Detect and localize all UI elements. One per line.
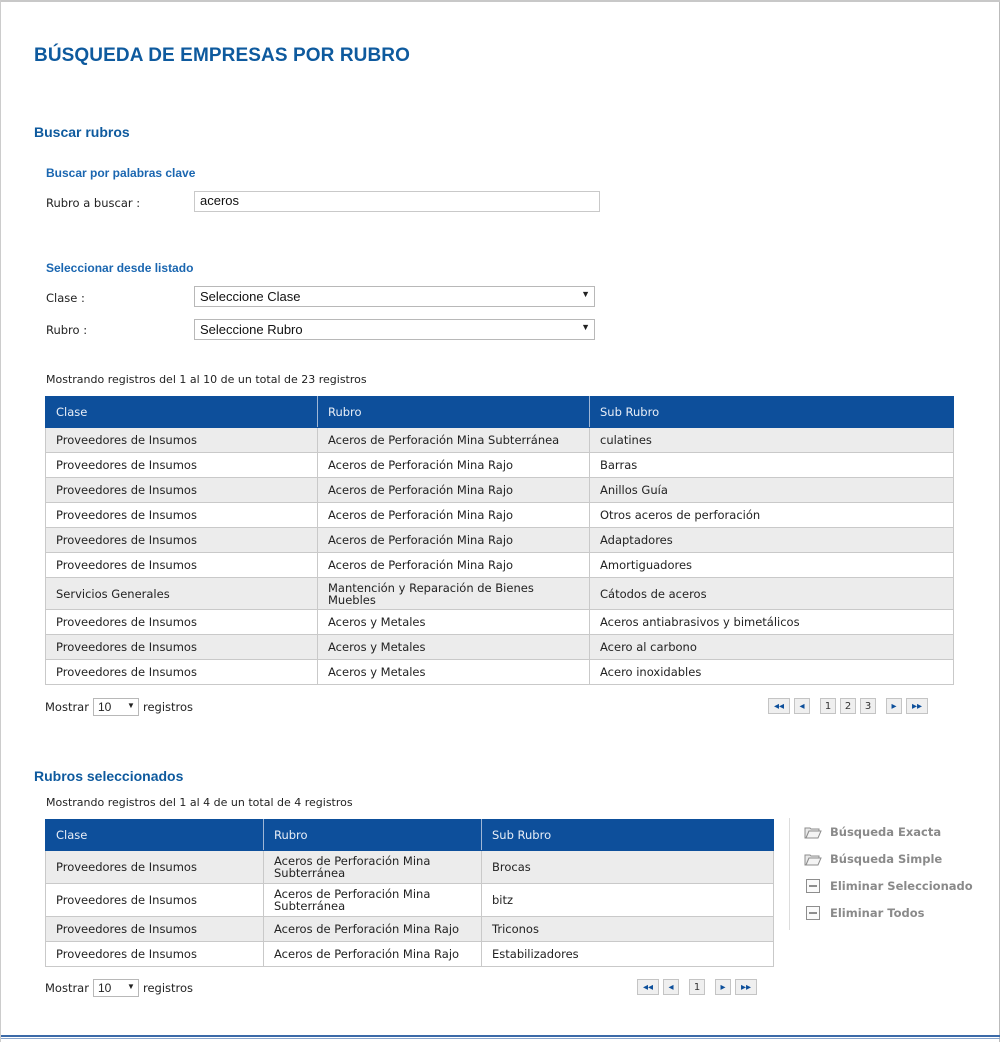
cell-rubro: Aceros y Metales	[318, 610, 590, 635]
simple-search-label: Búsqueda Simple	[830, 851, 943, 866]
page-size-value: 10	[97, 981, 112, 995]
table-row[interactable]	[46, 528, 954, 553]
cell-subrubro: Brocas	[482, 851, 774, 884]
chevron-down-icon: ▼	[127, 982, 135, 991]
chevron-down-icon: ▼	[581, 289, 590, 299]
column-header-rubro[interactable]: Rubro	[264, 820, 482, 851]
selected-info: Mostrando registros del 1 al 4 de un total de 4 registros	[46, 796, 353, 809]
search-section-heading: Buscar rubros	[34, 124, 130, 140]
cell-rubro: Aceros de Perforación Mina Rajo	[318, 528, 590, 553]
table-row[interactable]	[46, 635, 954, 660]
cell-clase: Proveedores de Insumos	[46, 942, 264, 967]
table-row[interactable]	[46, 917, 774, 942]
table-row[interactable]	[46, 851, 774, 884]
remove-all-label: Eliminar Todos	[830, 905, 925, 920]
cell-subrubro: Barras	[590, 453, 954, 478]
cell-subrubro: Otros aceros de perforación	[590, 503, 954, 528]
table-row[interactable]	[46, 884, 774, 917]
cell-rubro: Aceros de Perforación Mina Subterránea	[264, 851, 482, 884]
prev-page-icon: ◂	[799, 700, 805, 712]
rubro-select[interactable]	[194, 319, 595, 340]
last-page-button[interactable]	[735, 979, 757, 995]
cell-subrubro: Cátodos de aceros	[590, 578, 954, 610]
top-divider	[1, 0, 1000, 2]
rubro-select-value: Seleccione Rubro	[200, 322, 303, 337]
cell-subrubro: Aceros antiabrasivos y bimetálicos	[590, 610, 954, 635]
selected-pagination	[637, 979, 757, 995]
cell-rubro: Aceros y Metales	[318, 660, 590, 685]
page-1-button[interactable]: 1	[820, 698, 836, 714]
results-page-size	[45, 698, 193, 716]
cell-subrubro: Anillos Guía	[590, 478, 954, 503]
cell-subrubro: Triconos	[482, 917, 774, 942]
results-info: Mostrando registros del 1 al 10 de un total de 23 registros	[46, 373, 367, 386]
last-page-button[interactable]	[906, 698, 928, 714]
exact-search-button[interactable]	[790, 818, 990, 845]
selection-actions	[789, 818, 990, 930]
table-row[interactable]	[46, 578, 954, 610]
show-suffix: registros	[142, 700, 194, 714]
cell-rubro: Aceros de Perforación Mina Rajo	[264, 942, 482, 967]
page-size-select[interactable]	[93, 698, 139, 716]
clase-select-value: Seleccione Clase	[200, 289, 301, 304]
cell-clase: Proveedores de Insumos	[46, 478, 318, 503]
page-1-button[interactable]: 1	[689, 979, 705, 995]
keywords-heading: Buscar por palabras clave	[46, 166, 196, 180]
selected-section-heading: Rubros seleccionados	[34, 768, 184, 784]
cell-rubro: Aceros de Perforación Mina Rajo	[318, 503, 590, 528]
cell-subrubro: Acero al carbono	[590, 635, 954, 660]
next-page-button[interactable]	[715, 979, 731, 995]
rubro-select-label: Rubro :	[46, 323, 88, 337]
cell-clase: Proveedores de Insumos	[46, 884, 264, 917]
bottom-divider	[1, 1035, 1000, 1039]
first-page-icon: ◂◂	[642, 981, 654, 993]
results-table	[45, 396, 954, 685]
cell-rubro: Aceros de Perforación Mina Rajo	[318, 478, 590, 503]
cell-subrubro: Estabilizadores	[482, 942, 774, 967]
cell-rubro: Aceros de Perforación Mina Rajo	[264, 917, 482, 942]
cell-clase: Proveedores de Insumos	[46, 660, 318, 685]
results-header-row	[46, 397, 954, 428]
cell-rubro: Aceros de Perforación Mina Rajo	[318, 453, 590, 478]
remove-selected-button[interactable]	[790, 872, 990, 899]
cell-clase: Proveedores de Insumos	[46, 503, 318, 528]
column-header-clase[interactable]: Clase	[46, 397, 318, 428]
cell-clase: Proveedores de Insumos	[46, 635, 318, 660]
table-row[interactable]	[46, 553, 954, 578]
cell-clase: Proveedores de Insumos	[46, 917, 264, 942]
cell-subrubro: culatines	[590, 428, 954, 453]
prev-page-button[interactable]	[663, 979, 679, 995]
rubro-search-input[interactable]: aceros	[194, 191, 600, 212]
minus-box-icon	[804, 879, 822, 893]
table-row[interactable]	[46, 453, 954, 478]
cell-subrubro: bitz	[482, 884, 774, 917]
column-header-subrubro[interactable]: Sub Rubro	[590, 397, 954, 428]
cell-rubro: Aceros de Perforación Mina Subterránea	[318, 428, 590, 453]
cell-clase: Proveedores de Insumos	[46, 428, 318, 453]
table-row[interactable]	[46, 610, 954, 635]
first-page-icon: ◂◂	[773, 700, 785, 712]
table-row[interactable]	[46, 942, 774, 967]
clase-select[interactable]	[194, 286, 595, 307]
cell-clase: Servicios Generales	[46, 578, 318, 610]
column-header-rubro[interactable]: Rubro	[318, 397, 590, 428]
cell-subrubro: Amortiguadores	[590, 553, 954, 578]
selected-page-size	[45, 979, 193, 997]
table-row[interactable]	[46, 660, 954, 685]
page-size-value: 10	[97, 700, 112, 714]
first-page-button[interactable]	[637, 979, 659, 995]
last-page-icon: ▸▸	[740, 981, 752, 993]
prev-page-button[interactable]	[794, 698, 810, 714]
simple-search-button[interactable]	[790, 845, 990, 872]
page-2-button[interactable]: 2	[840, 698, 856, 714]
show-label: Mostrar	[45, 700, 89, 714]
cell-clase: Proveedores de Insumos	[46, 528, 318, 553]
cell-clase: Proveedores de Insumos	[46, 610, 318, 635]
page-3-button[interactable]: 3	[860, 698, 876, 714]
column-header-subrubro[interactable]: Sub Rubro	[482, 820, 774, 851]
cell-clase: Proveedores de Insumos	[46, 553, 318, 578]
next-page-icon: ▸	[720, 981, 726, 993]
remove-selected-label: Eliminar Seleccionado	[830, 878, 973, 893]
cell-subrubro: Adaptadores	[590, 528, 954, 553]
page-size-select[interactable]	[93, 979, 139, 997]
cell-rubro: Mantención y Reparación de Bienes Muebles	[318, 578, 590, 610]
show-label: Mostrar	[45, 981, 89, 995]
list-select-heading: Seleccionar desde listado	[46, 261, 194, 275]
minus-box-icon	[804, 906, 822, 920]
exact-search-label: Búsqueda Exacta	[830, 824, 942, 839]
next-page-button[interactable]	[886, 698, 902, 714]
chevron-down-icon: ▼	[127, 701, 135, 710]
chevron-down-icon: ▼	[581, 322, 590, 332]
cell-subrubro: Acero inoxidables	[590, 660, 954, 685]
table-row[interactable]	[46, 428, 954, 453]
cell-rubro: Aceros de Perforación Mina Rajo	[318, 553, 590, 578]
table-row[interactable]	[46, 503, 954, 528]
selected-header-row	[46, 820, 774, 851]
page-title: BÚSQUEDA DE EMPRESAS POR RUBRO	[34, 45, 411, 66]
clase-label: Clase :	[46, 291, 85, 305]
folder-open-icon	[804, 852, 822, 866]
cell-clase: Proveedores de Insumos	[46, 851, 264, 884]
table-row[interactable]	[46, 478, 954, 503]
show-suffix: registros	[142, 981, 194, 995]
folder-open-icon	[804, 825, 822, 839]
cell-rubro: Aceros de Perforación Mina Subterránea	[264, 884, 482, 917]
cell-clase: Proveedores de Insumos	[46, 453, 318, 478]
prev-page-icon: ◂	[668, 981, 674, 993]
rubro-search-label: Rubro a buscar :	[46, 196, 141, 210]
cell-rubro: Aceros y Metales	[318, 635, 590, 660]
column-header-clase[interactable]: Clase	[46, 820, 264, 851]
remove-all-button[interactable]	[790, 899, 990, 926]
last-page-icon: ▸▸	[911, 700, 923, 712]
first-page-button[interactable]	[768, 698, 790, 714]
next-page-icon: ▸	[891, 700, 897, 712]
selected-table	[45, 819, 774, 967]
results-pagination	[768, 698, 928, 714]
